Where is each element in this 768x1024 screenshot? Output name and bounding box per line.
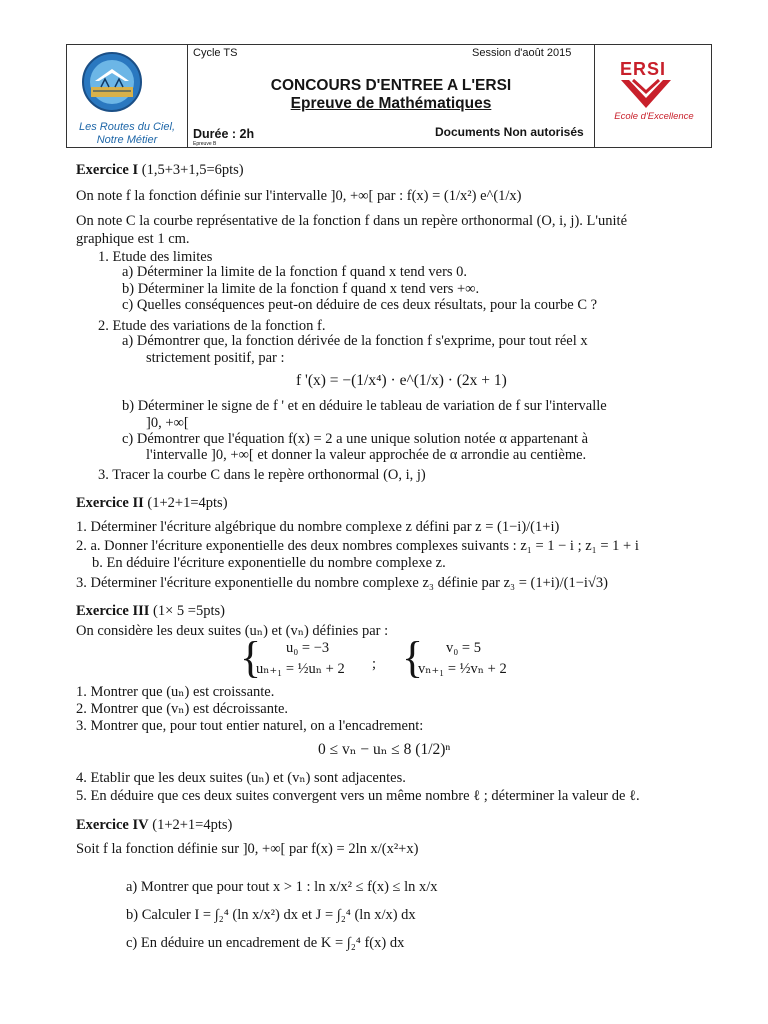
- ersi-chevron-logo: [619, 78, 673, 112]
- ex1-intro1: On note f la fonction définie sur l'intervalle ]0, +∞[ par : f(x) = (1/x²) e^(1/x): [76, 188, 522, 204]
- ex3-points: (1× 5 =5pts): [153, 603, 225, 619]
- exam-subtitle: Epreuve de Mathématiques: [290, 95, 492, 112]
- ex2-q1: 1. Déterminer l'écriture algébrique du nombre complexe z défini par z = (1−i)/(1+i): [76, 519, 560, 535]
- ex4-qa: a) Montrer que pour tout x > 1 : ln x/x² ≤ f(x) ≤ ln x/x: [126, 879, 438, 895]
- ex1-q2c1: c) Démontrer que l'équation f(x) = 2 a une unique solution notée α appartenant à: [122, 431, 589, 447]
- ex3-intro: On considère les deux suites (uₙ) et (vₙ) définies par :: [76, 623, 389, 639]
- ex3-vn1: vₙ₊₁ = ½vₙ + 2: [418, 661, 507, 677]
- header-divider-right: [594, 45, 595, 147]
- ex1-points: (1,5+3+1,5=6pts): [141, 162, 244, 178]
- ex1-intro3: graphique est 1 cm.: [76, 231, 190, 247]
- left-logo-text-2: Notre Métier: [96, 134, 158, 146]
- ex1-q3: 3. Tracer la courbe C dans le repère orthonormal (O, i, j): [98, 467, 426, 483]
- ex1-q2a2: strictement positif, par :: [146, 350, 285, 366]
- ex2-points: (1+2+1=4pts): [147, 495, 228, 511]
- ex3-un1: uₙ₊₁ = ½uₙ + 2: [256, 661, 345, 677]
- ex1-q2b2: ]0, +∞[: [146, 415, 189, 431]
- ex1-q1c: c) Quelles conséquences peut-on déduire de ces deux résultats, pour la courbe C ?: [122, 297, 598, 313]
- ex1-q2a1: a) Démontrer que, la fonction dérivée de la fonction f s'exprime, pour tout réel x: [122, 333, 588, 349]
- ex3-q5: 5. En déduire que ces deux suites convergent vers un même nombre ℓ ; déterminer la valeur de ℓ.: [76, 788, 640, 804]
- ex3-q2: 2. Montrer que (vₙ) est décroissante.: [76, 701, 289, 717]
- ex4-qb: b) Calculer I = ∫₂⁴ (ln x/x²) dx et J = ∫₂⁴ (ln x/x) dx: [126, 907, 416, 923]
- ex1-q1b: b) Déterminer la limite de la fonction f quand x tend vers +∞.: [122, 281, 480, 297]
- ex2-q2b: b. En déduire l'écriture exponentielle du nombre complexe z.: [92, 555, 446, 571]
- ex1-q2c2: l'intervalle ]0, +∞[ et donner la valeur approchée de α arrondie au centième.: [146, 447, 587, 463]
- ex2-heading: [76, 495, 228, 512]
- ex3-q1: 1. Montrer que (uₙ) est croissante.: [76, 684, 275, 700]
- ex2-title: Exercice II: [76, 495, 144, 511]
- ex3-brace-u: {: [240, 633, 262, 682]
- ex2-q3: 3. Déterminer l'écriture exponentielle du nombre complexe z₃ définie par z₃ = (1+i)/(1−i√3): [76, 575, 608, 591]
- header-box: [66, 44, 712, 148]
- epreuve-note: Epreuve B: [193, 141, 217, 147]
- ex1-intro2: On note C la courbe représentative de la fonction f dans un repère orthonormal (O, i, j). L'unité: [76, 213, 628, 229]
- ex4-qc: c) En déduire un encadrement de K = ∫₂⁴ f(x) dx: [126, 935, 405, 951]
- ex3-heading: [76, 603, 225, 620]
- ex4-points: (1+2+1=4pts): [152, 817, 233, 833]
- session-label: Session d'août 2015: [472, 47, 572, 59]
- ex1-derivative-formula: f '(x) = −(1/x⁴) · e^(1/x) · (2x + 1): [296, 372, 507, 389]
- header-divider-left: [187, 45, 188, 147]
- school-emblem-logo: [81, 51, 143, 113]
- ex3-inequality-formula: 0 ≤ vₙ − uₙ ≤ 8 (1/2)ⁿ: [318, 741, 451, 758]
- ex3-q3: 3. Montrer que, pour tout entier naturel, on a l'encadrement:: [76, 718, 424, 734]
- ex4-heading: [76, 817, 232, 834]
- ersi-logo-text: ERSI: [620, 59, 667, 79]
- ersi-slogan: Ecole d'Excellence: [614, 111, 694, 122]
- cycle-label: Cycle TS: [193, 47, 238, 59]
- documents-label: Documents Non autorisés: [435, 125, 584, 139]
- ex4-title: Exercice IV: [76, 817, 149, 833]
- ex4-intro: Soit f la fonction définie sur ]0, +∞[ par f(x) = 2ln x/(x²+x): [76, 841, 419, 857]
- exam-title: CONCOURS D'ENTREE A L'ERSI: [270, 77, 512, 94]
- ex3-separator: ;: [372, 656, 377, 672]
- left-logo-text-1: Les Routes du Ciel,: [79, 121, 175, 133]
- ex3-v0: v₀ = 5: [446, 640, 481, 656]
- ex1-heading: [76, 162, 244, 179]
- ex1-title: Exercice I: [76, 162, 139, 178]
- ex2-q2a: 2. a. Donner l'écriture exponentielle des deux nombres complexes suivants : z₁ = 1 − i ; z₁ = 1 + i: [76, 538, 639, 554]
- duration-label: Durée : 2h: [193, 127, 255, 141]
- ex1-q1: 1. Etude des limites: [98, 249, 213, 265]
- ex3-brace-v: {: [402, 633, 424, 682]
- ex3-u0: u₀ = −3: [286, 640, 330, 656]
- ex3-title: Exercice III: [76, 603, 150, 619]
- ex1-q1a: a) Déterminer la limite de la fonction f quand x tend vers 0.: [122, 264, 468, 280]
- ex3-q4: 4. Etablir que les deux suites (uₙ) et (vₙ) sont adjacentes.: [76, 770, 406, 786]
- ex1-q2: 2. Etude des variations de la fonction f.: [98, 318, 326, 334]
- ex1-q2b1: b) Déterminer le signe de f ' et en déduire le tableau de variation de f sur l'intervalle: [122, 398, 607, 414]
